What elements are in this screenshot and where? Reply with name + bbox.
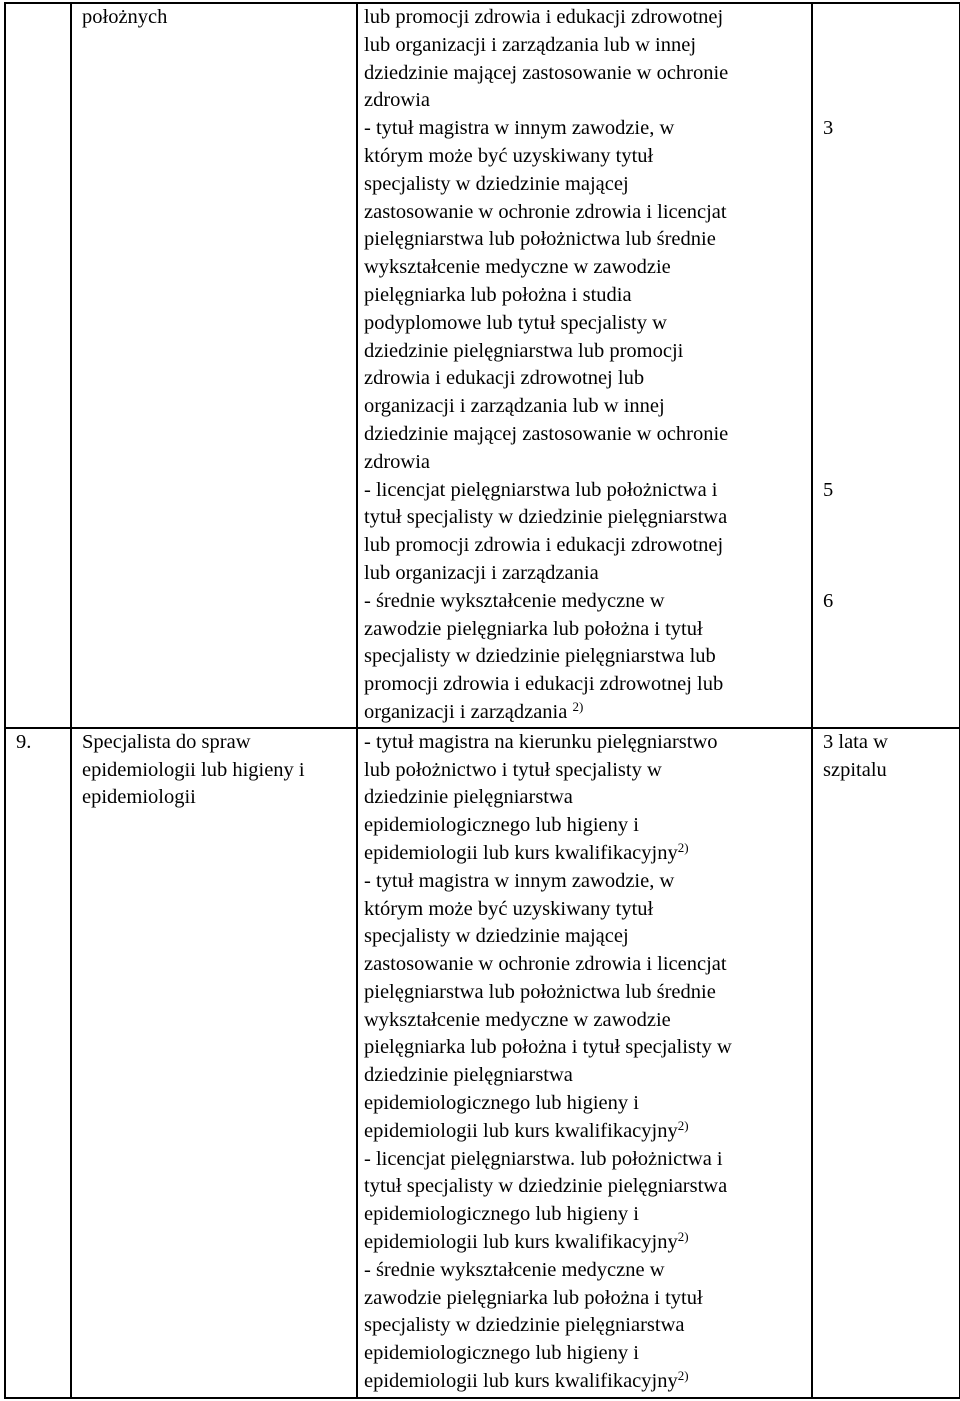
qualification-line <box>364 643 807 671</box>
qualification-text: organizacji i zarządzania <box>364 700 573 723</box>
qualification-line <box>364 1229 807 1257</box>
qualification-line <box>364 588 807 616</box>
qualification-text: - tytuł magistra w innym zawodzie, w <box>364 117 675 140</box>
row-number: 9. <box>16 730 32 753</box>
qualification-line <box>364 449 807 477</box>
qualification-line <box>364 4 807 32</box>
qualification-line <box>364 115 807 143</box>
qualification-text: lub promocji zdrowia i edukacji zdrowotnej <box>364 534 724 557</box>
qualification-text: lub położnictwo i tytuł specjalisty w <box>364 758 662 781</box>
qualification-text: epidemiologicznego lub higieny i <box>364 1092 639 1115</box>
qualifications-cell <box>357 3 812 728</box>
qualification-line <box>364 532 807 560</box>
table-row <box>5 728 960 1398</box>
qualification-line <box>364 1257 807 1285</box>
qualification-line <box>364 1146 807 1174</box>
qualification-line <box>364 1201 807 1229</box>
qualification-text: zdrowia <box>364 450 431 473</box>
qualification-line <box>364 254 807 282</box>
qualification-line <box>364 338 807 366</box>
experience-cell <box>812 3 960 728</box>
qualification-line <box>364 143 807 171</box>
qualification-line <box>364 1285 807 1313</box>
qualification-line <box>364 171 807 199</box>
experience-line: szpitalu <box>823 758 887 781</box>
qualification-text: specjalisty w dziedzinie mającej <box>364 172 629 195</box>
qualification-line <box>364 226 807 254</box>
position-line: położnych <box>82 6 168 28</box>
qualification-text: zawodzie pielęgniarka lub położna i tytuł <box>364 617 703 640</box>
qualification-line <box>364 979 807 1007</box>
qualification-text: - licencjat pielęgniarstwa lub położnictwa i <box>364 478 718 501</box>
qualification-line <box>364 923 807 951</box>
qualification-text: specjalisty w dziedzinie mającej <box>364 925 629 948</box>
footnote-marker: 2) <box>677 1368 689 1384</box>
experience-value: 3 <box>823 117 834 140</box>
qualification-text: zastosowanie w ochronie zdrowia i licencjat <box>364 200 727 223</box>
qualification-line <box>364 1118 807 1146</box>
qualification-text: dziedzinie mającej zastosowanie w ochronie <box>364 422 729 445</box>
footnote-marker: 2) <box>572 698 584 714</box>
qualification-line <box>364 1007 807 1035</box>
qualification-line <box>364 812 807 840</box>
qualification-line <box>364 504 807 532</box>
qualification-line <box>364 896 807 924</box>
qualification-text: dziedzinie pielęgniarstwa <box>364 786 573 809</box>
qualification-text: epidemiologii lub kurs kwalifikacyjny <box>364 1231 678 1254</box>
qualification-text: którym może być uzyskiwany tytuł <box>364 897 654 920</box>
qualification-text: wykształcenie medyczne w zawodzie <box>364 256 671 279</box>
qualification-text: pielęgniarka lub położna i tytuł specjalisty w <box>364 1036 732 1059</box>
experience-line: 3 lata w <box>823 730 888 753</box>
qualification-text: podyplomowe lub tytuł specjalisty w <box>364 311 667 334</box>
qualification-line <box>364 1340 807 1368</box>
qualification-text: pielęgniarka lub położna i studia <box>364 283 632 306</box>
qualification-line <box>364 393 807 421</box>
qualification-text: zdrowia <box>364 89 431 112</box>
qualification-text: - licencjat pielęgniarstwa. lub położnictwa i <box>364 1147 723 1170</box>
qualification-line <box>364 477 807 505</box>
row-number-cell <box>5 728 71 1398</box>
qualification-text: wykształcenie medyczne w zawodzie <box>364 1008 671 1031</box>
qualification-text: epidemiologicznego lub higieny i <box>364 1342 639 1365</box>
qualification-line <box>364 60 807 88</box>
qualification-text: epidemiologii lub kurs kwalifikacyjny <box>364 1370 678 1393</box>
qualification-text: - średnie wykształcenie medyczne w <box>364 1258 665 1281</box>
footnote-marker: 2) <box>677 839 689 855</box>
footnote-marker: 2) <box>677 1229 689 1245</box>
qualification-text: specjalisty w dziedzinie pielęgniarstwa lub <box>364 645 716 668</box>
qualification-line <box>364 421 807 449</box>
qualification-line <box>364 671 807 699</box>
qualification-text: lub organizacji i zarządzania lub w innej <box>364 33 697 56</box>
qualification-line <box>364 1173 807 1201</box>
position-cell <box>71 3 357 728</box>
requirements-table <box>4 2 960 1399</box>
qualification-line <box>364 757 807 785</box>
qualification-line <box>364 32 807 60</box>
qualification-line <box>364 282 807 310</box>
qualification-line <box>364 1368 807 1396</box>
qualification-text: epidemiologicznego lub higieny i <box>364 814 639 837</box>
qualification-line <box>364 199 807 227</box>
qualification-text: dziedzinie pielęgniarstwa lub promocji <box>364 339 684 362</box>
position-cell <box>71 728 357 1398</box>
qualification-line <box>364 699 807 727</box>
qualification-line <box>364 616 807 644</box>
qualification-text: pielęgniarstwa lub położnictwa lub średnie <box>364 980 716 1003</box>
qualification-text: - tytuł magistra w innym zawodzie, w <box>364 869 675 892</box>
qualification-text: promocji zdrowia i edukacji zdrowotnej lub <box>364 673 724 696</box>
qualification-line <box>364 729 807 757</box>
experience-value: 6 <box>823 589 834 612</box>
qualification-line <box>364 560 807 588</box>
qualification-text: dziedzinie pielęgniarstwa <box>364 1064 573 1087</box>
qualification-text: tytuł specjalisty w dziedzinie pielęgniarstwa <box>364 1175 728 1198</box>
qualification-line <box>364 87 807 115</box>
qualification-text: - tytuł magistra na kierunku pielęgniarstwo <box>364 730 718 753</box>
qualification-line <box>364 1034 807 1062</box>
qualification-line <box>364 365 807 393</box>
qualification-text: pielęgniarstwa lub położnictwa lub średnie <box>364 228 716 251</box>
qualification-line <box>364 840 807 868</box>
qualification-text: organizacji i zarządzania lub w innej <box>364 395 665 418</box>
qualifications-cell <box>357 728 812 1398</box>
qualification-text: zawodzie pielęgniarka lub położna i tytuł <box>364 1286 703 1309</box>
qualification-text: zdrowia i edukacji zdrowotnej lub <box>364 367 645 390</box>
experience-value: 5 <box>823 478 834 501</box>
qualification-text: którym może być uzyskiwany tytuł <box>364 144 654 167</box>
qualification-text: dziedzinie mającej zastosowanie w ochronie <box>364 61 729 84</box>
qualification-text: - średnie wykształcenie medyczne w <box>364 589 665 612</box>
position-line: epidemiologii lub higieny i <box>82 758 305 781</box>
qualification-text: epidemiologicznego lub higieny i <box>364 1203 639 1226</box>
qualification-text: lub organizacji i zarządzania <box>364 561 599 584</box>
position-line: epidemiologii <box>82 786 196 809</box>
footnote-marker: 2) <box>677 1117 689 1133</box>
qualification-line <box>364 1062 807 1090</box>
qualification-text: tytuł specjalisty w dziedzinie pielęgniarstwa <box>364 506 728 529</box>
qualification-line <box>364 1312 807 1340</box>
qualification-text: epidemiologii lub kurs kwalifikacyjny <box>364 1119 678 1142</box>
qualification-line <box>364 868 807 896</box>
row-number-cell <box>5 3 71 728</box>
qualification-line <box>364 951 807 979</box>
qualification-line <box>364 1090 807 1118</box>
position-line: Specjalista do spraw <box>82 730 251 753</box>
qualification-text: lub promocji zdrowia i edukacji zdrowotnej <box>364 6 724 28</box>
table-row <box>5 3 960 728</box>
qualification-text: zastosowanie w ochronie zdrowia i licencjat <box>364 953 727 976</box>
qualification-text: specjalisty w dziedzinie pielęgniarstwa <box>364 1314 685 1337</box>
qualification-text: epidemiologii lub kurs kwalifikacyjny <box>364 841 678 864</box>
experience-cell <box>812 728 960 1398</box>
qualification-line <box>364 784 807 812</box>
qualification-line <box>364 310 807 338</box>
